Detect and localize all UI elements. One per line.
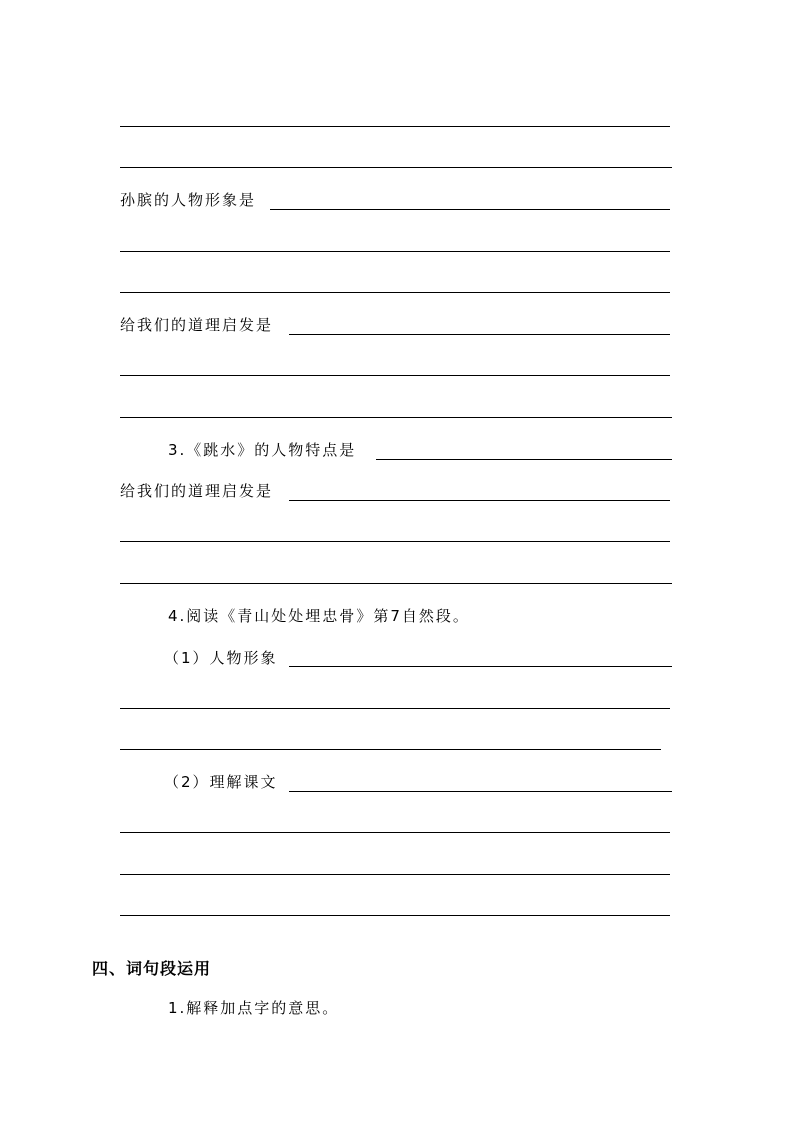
answer-line[interactable] <box>120 251 670 252</box>
q4-title: 4.阅读《青山处处埋忠骨》第7自然段。 <box>168 607 470 625</box>
answer-line[interactable] <box>120 541 670 542</box>
answer-line[interactable] <box>120 417 672 418</box>
q3-label: 3.《跳水》的人物特点是 <box>168 441 357 459</box>
sunbin-character-blank[interactable] <box>270 209 670 210</box>
q4-sub1-label: （1）人物形象 <box>164 649 278 667</box>
sunbin-character-label: 孙膑的人物形象是 <box>120 191 257 209</box>
answer-line[interactable] <box>120 126 670 127</box>
answer-line[interactable] <box>120 375 670 376</box>
q4-sub1-blank[interactable] <box>289 666 672 667</box>
answer-line[interactable] <box>120 915 670 916</box>
q3-lesson-blank[interactable] <box>289 500 670 501</box>
answer-line[interactable] <box>120 708 670 709</box>
q2-lesson-blank[interactable] <box>289 334 670 335</box>
answer-line[interactable] <box>120 874 670 875</box>
answer-line[interactable] <box>120 292 670 293</box>
q3-lesson-label: 给我们的道理启发是 <box>120 482 274 500</box>
answer-line[interactable] <box>120 583 672 584</box>
answer-line[interactable] <box>120 749 661 750</box>
q3-character-blank[interactable] <box>376 459 672 460</box>
q4-sub2-label: （2）理解课文 <box>164 773 278 791</box>
section-heading: 四、词句段运用 <box>92 959 212 978</box>
answer-line[interactable] <box>120 167 672 168</box>
q2-lesson-label: 给我们的道理启发是 <box>120 316 274 334</box>
section4-item1: 1.解释加点字的意思。 <box>168 999 340 1017</box>
q4-sub2-blank[interactable] <box>289 791 672 792</box>
answer-line[interactable] <box>120 832 670 833</box>
